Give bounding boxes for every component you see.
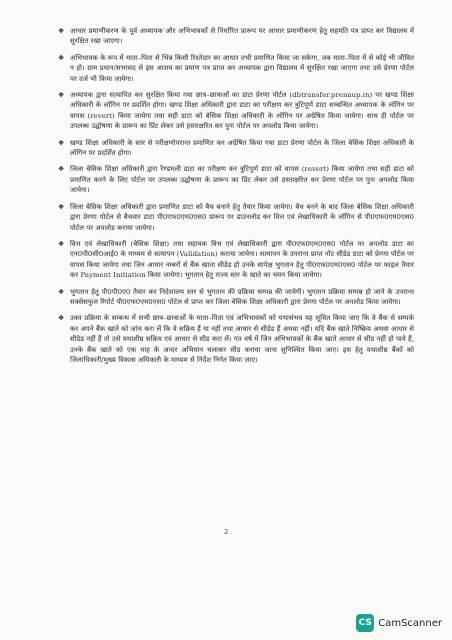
diamond-bullet-icon: ❖ xyxy=(58,165,65,174)
bullet-item xyxy=(58,287,414,308)
bullet-text: जिला बेसिक शिक्षा अधिकारी द्वारा रैण्डमली डाटा का परीक्षण कर त्रुटिपूर्ण डाटा को वापस (revert) किया जायेगा तथा सही डाटा को प्रमाणित करने के लिए पोर्टल पर उपलब्ध उद्घोषणा के प्रारूप का प्रिंट लेकर उसे हस्ताक्षरित कर प्रेरणा पोर्टल पर पुनः अपलोड किया जायेगा। xyxy=(70,165,414,195)
camscanner-watermark xyxy=(356,614,442,632)
page-number: 2 xyxy=(224,528,229,536)
bullet-item xyxy=(58,53,414,84)
diamond-bullet-icon: ❖ xyxy=(58,27,65,35)
bullet-item xyxy=(58,164,414,195)
bullet-text: उक्त प्रक्रिया के सम्बन्ध में सभी छात्र–छात्राओं के माता–पिता एवं अभिभावकों को यथासंभव यह सूचित किया जाए कि वे बैंक से सम्पर्क कर अपने बैंक खाते को जांच करा लें कि वे सक्रिय हैं या नहीं तथा आधार से सीडेड हैं अथवा नहीं। यदि बैंक खाते निष्क्रिय अथवा आधार से सीडेड नहीं हैं तो उसे यथाशीघ्र सक्रिय एवं आधार से सीड करा लें। गत वर्ष में जिन अभिभावकों के बैंक खाते आधार से सीड नहीं हो पाये हैं, उनके बैंक खाते को एक माह के अन्दर अभियान चलाकर सीड कराया जाना सुनिश्चित किया जाए। इस हेतु यथाशीघ्र बैंकों को जिलाधिकारी/मुख्य विकास अधिकारी के माध्यम से निर्देश निर्गत किया जाए। xyxy=(70,314,414,364)
diamond-bullet-icon: ❖ xyxy=(58,53,65,62)
bullet-text: अध्यापक द्वारा सत्यापित कर सुरक्षित किया गया छात्र–छात्राओं का डाटा प्रेरणा पोर्टल (dbtransfer.prenaup.in) पर खण्ड शिक्षा अधिकारी के लॉगिन पर प्रदर्शित होगा। खण्ड शिक्षा अधिकारी द्वारा डाटा का परीक्षण कर त्रुटिपूर्ण डाटा सम्बन्धित अध्यापक के लॉगिन पर वापस (revert) किया जायेगा तथा सही डाटा को बेसिक शिक्षा अधिकारी के लॉगिन पर अग्रेषित किया जायेगा। साथ ही पोर्टल पर उपलब्ध उद्घोषणा के प्रारूप का प्रिंट लेकर उसे हस्ताक्षरित कर पुनः पोर्टल पर अपलोड किया जायेगा। xyxy=(70,91,414,131)
bullet-text: आधार प्रमाणीकरण के पूर्व अध्यापक और अभिभावकों से निर्धारित प्रारूप पर आधार प्रमाणीकरण हेतु सहमति पत्र प्राप्त कर विद्यालय में सुरक्षित रखा जाएगा। xyxy=(70,27,414,46)
diamond-bullet-icon: ❖ xyxy=(58,314,65,323)
bullet-item xyxy=(58,202,414,233)
bullet-item xyxy=(58,313,414,365)
bullet-item xyxy=(58,26,414,47)
camscanner-label: CamScanner xyxy=(378,617,442,629)
diamond-bullet-icon: ❖ xyxy=(58,202,65,211)
bullet-text: जिला बेसिक शिक्षा अधिकारी द्वारा प्रमाणित डाटा को बैच बनाने हेतु तैयार किया जायेगा। बैच बनने के बाद जिला बेसिक शिक्षा अधिकारी द्वारा प्रेरणा पोर्टल से बैचवार डाटा पी0एफ0एम0एस0 प्रारूप पर डाउनलोड कर वित्त एवं लेखाधिकारी के लॉगिन से पी0एफ0एम0एस0 पोर्टल पर अपलोड कराया जायेगा। xyxy=(70,202,414,232)
bullet-item xyxy=(58,90,414,132)
diamond-bullet-icon: ❖ xyxy=(58,287,65,296)
bullet-text: खण्ड शिक्षा अधिकारी के स्तर से परीक्षणोपरान्त प्रमाणित कर अग्रेषित किया गया डाटा प्रेरणा पोर्टल के जिला बेसिक शिक्षा अधिकारी के लॉगिन पर प्रदर्शित होगा। xyxy=(70,138,414,158)
diamond-bullet-icon: ❖ xyxy=(58,239,65,248)
bullet-item xyxy=(58,138,414,159)
bullet-item xyxy=(58,239,414,281)
diamond-bullet-icon: ❖ xyxy=(58,138,65,147)
camscanner-logo-icon: CS xyxy=(356,614,374,632)
bullet-text: भुगतान हेतु पी0पी0ए0 तैयार कर निदेशालय स्तर से भुगतान की प्रक्रिया सम्पन्न की जायेगी। भुगतान प्रक्रिया सम्पन्न हो जाने के उपरान्त सक्सेसफुल रिपोर्ट पी0एफ0एम0एस0 पोर्टल से प्राप्त कर जिला बेसिक शिक्षा अधिकारी द्वारा प्रेरणा पोर्टल पर अपलोड किया जायेगा। xyxy=(70,287,414,306)
bullet-text: वित्त एवं लेखाधिकारी (बेसिक शिक्षा) तथा सहायक वित्त एवं लेखाधिकारी द्वारा पी0एफ0एम0एस0 पोर्टल पर अपलोड डाटा का एन0पी0सी0आई0 के माध्यम से सत्यापन (Validation) कराया जायेगा। सत्यापन के उपरान्त प्राप्त नॉट सीडेड डाटा को प्रेरणा पोर्टल पर वापस किया जायेगा तथा जिन आधार नम्बरों से बैंक खाता सीडेड हो उनके सापेक्ष भुगतान हेतु पी0एफ0एम0एस0 पोर्टल पर फाइल तैयार कर Payment Initiation किया जायेगा। भुगतान हेतु राज्य स्तर के खाते का चयन किया जायेगा। xyxy=(70,239,414,280)
document-body xyxy=(58,26,414,371)
diamond-bullet-icon: ❖ xyxy=(58,91,65,100)
bullet-text: अभिभावक के रूप में माता–पिता से भिन्न किसी रिश्तेदार का आधार तभी प्रमाणित किया जा सकेगा, जब माता–पिता में से कोई भी जीवित न हो। ग्राम प्रधान/सभासद से इस आशय का प्रमाण पत्र प्राप्त कर अध्यापक द्वारा विद्यालय में सुरक्षित रखा जाएगा तथा उसे प्रेरणा पोर्टल पर दर्ज भी किया जायेगा। xyxy=(70,53,414,83)
